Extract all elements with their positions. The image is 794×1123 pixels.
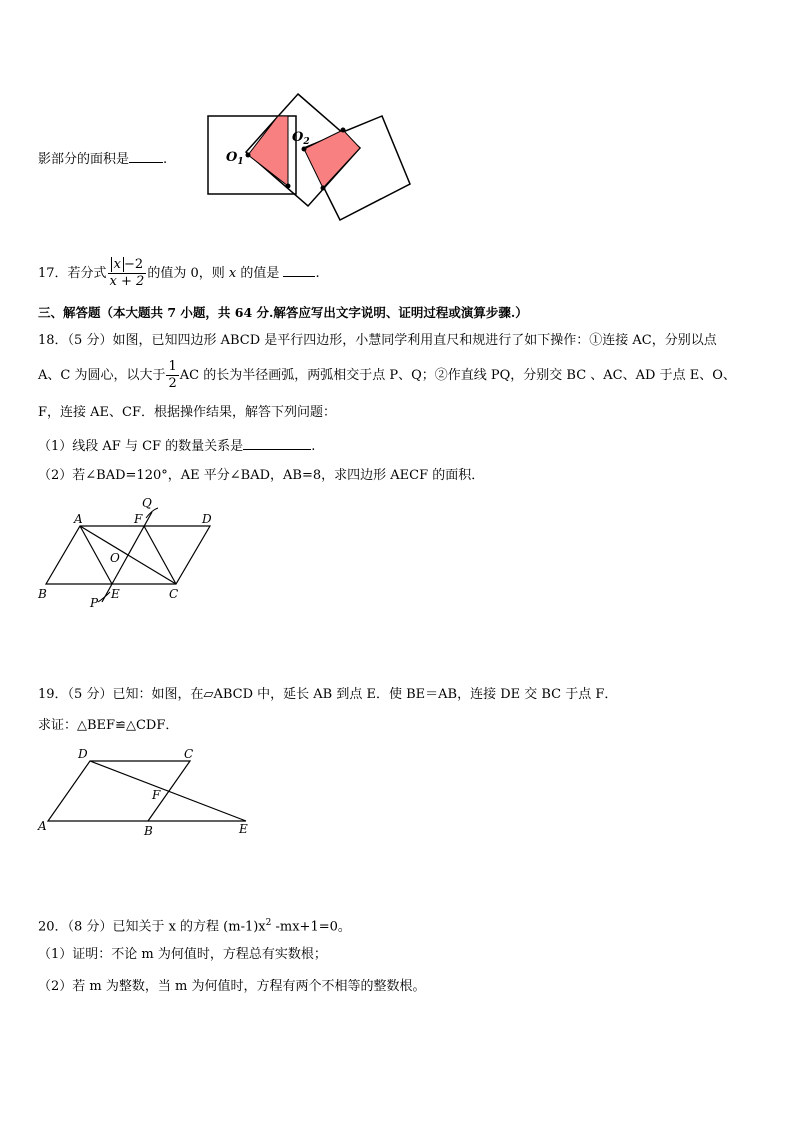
q17-answer-blank <box>283 264 315 277</box>
section-3-header <box>38 304 528 322</box>
q20-exponent: 2 <box>265 918 272 928</box>
q20-line-1-pre: 20．（8 分）已知关于 x 的方程 (m-1)x <box>38 919 266 935</box>
q20-sub-2: （2）若 m 为整数，当 m 为何值时，方程有两个不相等的整数根。 <box>38 979 426 994</box>
q19-label-c: C <box>184 747 194 761</box>
q17-suffix: 的值是 <box>236 266 280 281</box>
q20-line-1 <box>38 914 351 936</box>
q16-end: . <box>163 152 168 167</box>
q17-num-rest: −2 <box>124 257 144 272</box>
q16-point <box>341 128 346 133</box>
q18-label-c: C <box>169 587 179 601</box>
q16-figure <box>200 88 420 228</box>
q18-segment-ae <box>80 526 112 584</box>
q19-line-2: 求证：△BEF≌△CDF． <box>38 718 179 733</box>
q17-fraction <box>108 257 147 290</box>
q18-sub-1-text: （1）线段 AF 与 CF 的数量关系是 <box>38 439 244 454</box>
q18-label-f: F <box>134 512 143 526</box>
q19-line-1: 19．（5 分）已知：如图，在▱ABCD 中，延长 AB 到点 E．使 BE＝AB，连接 DE 交 BC 于点 F． <box>38 687 618 702</box>
q17-end: . <box>315 266 320 281</box>
q18-label-p: P <box>90 596 99 610</box>
q18-arc-p <box>98 592 110 602</box>
q18-line-2-post: AC 的长为半径画弧，两弧相交于点 P、Q；②作直线 PQ，分别交 BC 、AC、AD 于点 E、O、 <box>179 368 736 383</box>
q16-point <box>321 186 326 191</box>
q19-figure <box>34 744 260 840</box>
q18-fraction: $\frac{1}{2}$ <box>168 359 177 391</box>
q17-mid: 的值为 0，则 <box>147 266 229 281</box>
q18-sub-1 <box>38 437 315 456</box>
q17-prefix: 17．若分式 <box>38 266 107 281</box>
q16-point <box>286 184 291 189</box>
q16-point-o2 <box>302 147 307 152</box>
q18-label-a: A <box>74 512 83 526</box>
q19-label-d: D <box>78 747 88 761</box>
q16-answer-blank <box>129 150 163 163</box>
q19-segment-de <box>90 761 246 821</box>
q18-sub-2: （2）若∠BAD=120°，AE 平分∠BAD，AB=8，求四边形 AECF 的面积． <box>38 468 485 483</box>
q17 <box>38 254 320 294</box>
q18-line-1: 18．（5 分）如图，已知四边形 ABCD 是平行四边形，小慧同学利用直尺和规进行了如下操作：①连接 AC，分别以点 <box>38 333 717 348</box>
q18-label-b: B <box>38 587 47 601</box>
q20-sub-1: （1）证明：不论 m 为何值时，方程总有实数根； <box>38 947 327 962</box>
q16-prefix: 影部分的面积是 <box>38 152 130 167</box>
q16-text <box>38 150 167 169</box>
q18-line-3: F，连接 AE、CF．根据操作结果，解答下列问题： <box>38 405 336 420</box>
q18-label-d: D <box>202 512 212 526</box>
q18-line-2-pre: A、C 为圆心，以大于 <box>38 368 166 383</box>
q18-sub-1-end: . <box>311 439 316 454</box>
q18-line-2 <box>38 356 736 396</box>
q19-label-f: F <box>152 788 161 802</box>
q16-point-o1 <box>246 153 251 158</box>
q18-label-o: O <box>110 551 120 565</box>
q19-label-b: B <box>144 824 153 838</box>
q17-var: x <box>228 266 237 281</box>
q19-label-e: E <box>239 822 248 836</box>
q17-den: x + 2 <box>109 274 145 289</box>
q16-label-o2: $O_2$ <box>292 130 310 147</box>
q18-label-e: E <box>111 587 120 601</box>
q18-answer-blank <box>243 437 311 450</box>
q16-label-o1: $O_1$ <box>226 150 244 167</box>
q18-label-q: Q <box>142 496 152 510</box>
q18-figure <box>34 494 224 614</box>
q18-segment-cf <box>144 526 176 584</box>
section-3-note: （本大题共 7 小题，共 64 分.解答应写出文字说明、证明过程或演算步骤.） <box>100 305 528 320</box>
q20-line-1-post: -mx+1=0。 <box>271 919 351 935</box>
q17-abs-var: x <box>111 257 124 272</box>
section-3-title: 三、解答题 <box>38 305 101 320</box>
q19-label-a: A <box>38 819 47 833</box>
